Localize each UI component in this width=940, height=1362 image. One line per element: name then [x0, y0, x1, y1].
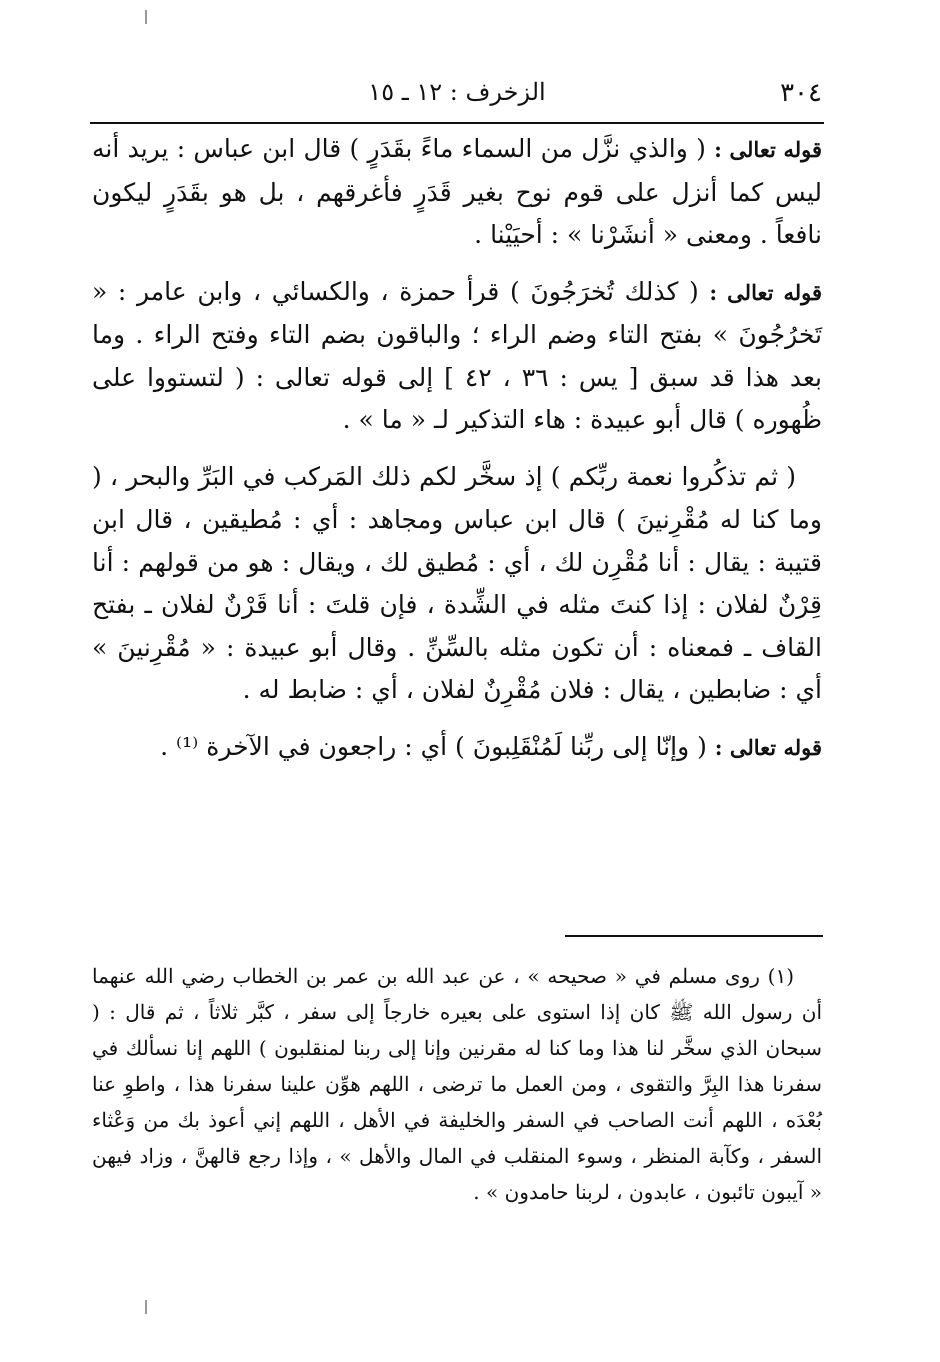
main-text	[92, 128, 822, 769]
paragraph-1	[92, 128, 822, 257]
scan-margin-mark	[145, 1300, 147, 1314]
paragraph-text: ( كذلك تُخرَجُونَ ) قرأ حمزة ، والكسائي ، وابن عامر : « تَخرُجُونَ » بفتح التاء وضم الراء ؛ والباقون بضم التاء وفتح الراء . وما بعد هذا قد سبق [ يس : ٣٦ ، ٤٢ ] إلى قوله تعالى : ( لتستووا على ظُهوره ) قال أبو عبيدة : هاء التذكير لـ « ما » .	[92, 276, 822, 434]
paragraph-3	[92, 456, 822, 712]
footnote-rule	[565, 935, 823, 937]
paragraph-text: ( ثم تذكُروا نعمة ربِّكم ) إذ سخَّر لكم ذلك المَركب في البَرِّ والبحر ، ( وما كنا له مُقْرِنينَ ) قال ابن عباس ومجاهد : أي : مُطيقين ، قال ابن قتيبة : يقال : أنا مُقْرِن لك ، أي : مُطيق لك ، ويقال : هو من قولهم : أنا قِرْنٌ لفلان : إذا كنتَ مثله في الشِّدة ، فإن قلتَ : أنا قَرْنٌ لفلان ـ بفتح القاف ـ فمعناه : أن تكون مثله بالسِّنِّ . وقال أبو عبيدة : « مُقْرِنينَ » أي : ضابطين ، يقال : فلان مُقْرِنٌ لفلان ، أي : ضابط له .	[92, 461, 822, 704]
scan-margin-mark	[145, 10, 147, 24]
paragraph-2	[92, 271, 822, 442]
header-rule	[90, 122, 824, 124]
footnote	[92, 958, 822, 1210]
page-header	[92, 70, 822, 114]
paragraph-4	[92, 726, 822, 770]
paragraph-lead: قوله تعالى :	[714, 734, 822, 760]
paragraph-lead: قوله تعالى :	[709, 279, 822, 305]
paragraph-text: ( والذي نزَّل من السماء ماءً بقَدَرٍ ) قال ابن عباس : يريد أنه ليس كما أنزل على قوم نوح بغير قَدَرٍ فأغرقهم ، بل هو بقَدَرٍ ليكون نافعاً . ومعنى « أنشَرْنا » : أحيَيْنا .	[92, 134, 822, 249]
running-head: الزخرف : ١٢ ـ ١٥	[368, 78, 546, 106]
footnote-text: (١) روى مسلم في « صحيحه » ، عن عبد الله بن عمر بن الخطاب رضي الله عنهما أن رسول الله ﷺ كان إذا استوى على بعيره خارجاً إلى سفر ، كبَّر ثلاثاً ، ثم قال : ( سبحان الذي سخَّر لنا هذا وما كنا له مقرنين وإنا إلى ربنا لمنقلبون ) اللهم إنا نسألك في سفرنا هذا البِرَّ والتقوى ، ومن العمل ما ترضى ، اللهم هوِّن علينا سفرنا هذا ، واطوِ عنا بُعْدَه ، اللهم أنت الصاحب في السفر والخليفة في الأهل ، اللهم إني أعوذ بك من وَعْثاء السفر ، وكآبة المنظر ، وسوء المنقلب في المال والأهل » ، وإذا رجع قالهنَّ ، وزاد فيهن « آيبون تائبون ، عابدون ، لربنا حامدون » .	[92, 964, 822, 1204]
paragraph-lead: قوله تعالى :	[714, 137, 822, 162]
page-number: ٣٠٤	[780, 78, 822, 108]
paragraph-text: ( وإنّا إلى ربِّنا لَمُنْقَلِبونَ ) أي : راجعون في الآخرة ⁽¹⁾ .	[160, 731, 715, 761]
